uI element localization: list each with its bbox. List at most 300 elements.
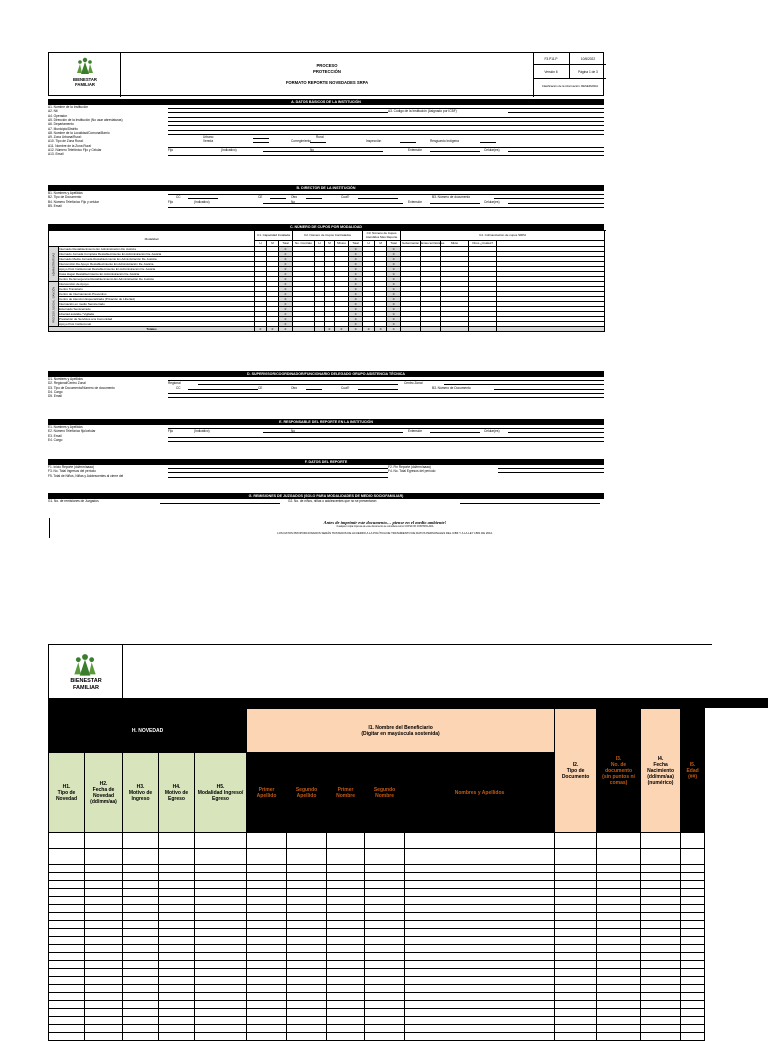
novedad-cell[interactable] [405, 977, 555, 985]
novedad-cell[interactable] [555, 1033, 597, 1041]
novedad-cell[interactable] [49, 953, 85, 961]
novedad-cell[interactable] [641, 905, 681, 913]
novedad-cell[interactable] [641, 881, 681, 889]
novedad-cell[interactable] [85, 993, 123, 1001]
novedad-cell[interactable] [85, 881, 123, 889]
novedad-cell[interactable] [365, 993, 405, 1001]
novedad-cell[interactable] [159, 993, 195, 1001]
novedad-cell[interactable] [159, 977, 195, 985]
novedad-cell[interactable] [287, 865, 327, 873]
novedad-cell[interactable] [641, 921, 681, 929]
novedad-cell[interactable] [681, 1033, 705, 1041]
a-row-field[interactable] [168, 131, 604, 135]
novedad-cell[interactable] [287, 937, 327, 945]
novedad-cell[interactable] [641, 865, 681, 873]
novedad-cell[interactable] [247, 897, 287, 905]
novedad-cell[interactable] [555, 913, 597, 921]
novedad-cell[interactable] [327, 865, 365, 873]
novedad-cell[interactable] [123, 937, 159, 945]
novedad-cell[interactable] [123, 1009, 159, 1017]
novedad-cell[interactable] [681, 913, 705, 921]
novedad-cell[interactable] [365, 1009, 405, 1017]
novedad-cell[interactable] [641, 985, 681, 993]
novedad-cell[interactable] [159, 865, 195, 873]
novedad-cell[interactable] [555, 1017, 597, 1025]
novedad-cell[interactable] [247, 929, 287, 937]
novedad-cell[interactable] [597, 969, 641, 977]
novedad-cell[interactable] [641, 897, 681, 905]
novedad-cell[interactable] [247, 833, 287, 849]
novedad-cell[interactable] [123, 881, 159, 889]
novedad-cell[interactable] [597, 897, 641, 905]
novedad-cell[interactable] [287, 969, 327, 977]
novedad-cell[interactable] [195, 905, 247, 913]
novedad-cell[interactable] [365, 921, 405, 929]
novedad-cell[interactable] [681, 1001, 705, 1009]
novedad-cell[interactable] [365, 849, 405, 865]
novedad-cell[interactable] [287, 889, 327, 897]
b5-field[interactable] [168, 204, 604, 208]
novedad-cell[interactable] [49, 929, 85, 937]
novedad-cell[interactable] [365, 1025, 405, 1033]
novedad-cell[interactable] [405, 945, 555, 953]
novedad-cell[interactable] [555, 937, 597, 945]
novedad-cell[interactable] [287, 1009, 327, 1017]
novedad-cell[interactable] [641, 961, 681, 969]
novedad-cell[interactable] [287, 1001, 327, 1009]
novedad-cell[interactable] [365, 905, 405, 913]
novedad-cell[interactable] [681, 897, 705, 905]
novedad-cell[interactable] [247, 945, 287, 953]
novedad-cell[interactable] [85, 929, 123, 937]
novedad-cell[interactable] [327, 977, 365, 985]
novedad-cell[interactable] [597, 945, 641, 953]
novedad-cell[interactable] [365, 913, 405, 921]
d5-field[interactable] [168, 394, 604, 398]
novedad-cell[interactable] [287, 1025, 327, 1033]
novedad-cell[interactable] [365, 865, 405, 873]
novedad-cell[interactable] [681, 889, 705, 897]
novedad-cell[interactable] [405, 929, 555, 937]
novedad-cell[interactable] [49, 889, 85, 897]
novedad-cell[interactable] [195, 961, 247, 969]
novedad-cell[interactable] [85, 873, 123, 881]
novedad-cell[interactable] [327, 881, 365, 889]
novedad-cell[interactable] [85, 937, 123, 945]
novedad-cell[interactable] [641, 1001, 681, 1009]
novedad-cell[interactable] [159, 1009, 195, 1017]
novedad-cell[interactable] [85, 969, 123, 977]
novedad-cell[interactable] [365, 873, 405, 881]
novedad-cell[interactable] [85, 1009, 123, 1017]
novedad-cell[interactable] [195, 833, 247, 849]
novedad-cell[interactable] [641, 929, 681, 937]
novedad-cell[interactable] [327, 929, 365, 937]
novedad-cell[interactable] [555, 881, 597, 889]
novedad-cell[interactable] [195, 897, 247, 905]
novedad-cell[interactable] [159, 881, 195, 889]
novedad-cell[interactable] [327, 993, 365, 1001]
novedad-cell[interactable] [681, 833, 705, 849]
novedad-cell[interactable] [597, 913, 641, 921]
novedad-cell[interactable] [195, 921, 247, 929]
novedad-cell[interactable] [597, 921, 641, 929]
novedad-cell[interactable] [555, 897, 597, 905]
novedad-cell[interactable] [597, 1017, 641, 1025]
novedad-cell[interactable] [681, 1025, 705, 1033]
novedad-cell[interactable] [405, 889, 555, 897]
novedad-cell[interactable] [327, 913, 365, 921]
novedad-cell[interactable] [641, 1025, 681, 1033]
novedad-cell[interactable] [85, 1017, 123, 1025]
novedad-cell[interactable] [195, 985, 247, 993]
novedad-cell[interactable] [287, 921, 327, 929]
novedad-cell[interactable] [405, 873, 555, 881]
novedad-cell[interactable] [123, 993, 159, 1001]
novedad-cell[interactable] [123, 945, 159, 953]
novedad-cell[interactable] [49, 1033, 85, 1041]
novedad-cell[interactable] [405, 953, 555, 961]
novedad-cell[interactable] [159, 937, 195, 945]
novedad-cell[interactable] [159, 945, 195, 953]
novedad-cell[interactable] [247, 873, 287, 881]
novedad-cell[interactable] [405, 905, 555, 913]
novedad-cell[interactable] [195, 977, 247, 985]
novedad-cell[interactable] [49, 913, 85, 921]
novedad-cell[interactable] [159, 1001, 195, 1009]
novedad-cell[interactable] [287, 1017, 327, 1025]
novedad-cell[interactable] [159, 1025, 195, 1033]
novedad-cell[interactable] [247, 889, 287, 897]
novedad-cell[interactable] [159, 897, 195, 905]
novedad-cell[interactable] [85, 1001, 123, 1009]
novedad-cell[interactable] [365, 985, 405, 993]
novedad-cell[interactable] [365, 929, 405, 937]
novedad-cell[interactable] [641, 833, 681, 849]
novedad-cell[interactable] [641, 913, 681, 921]
novedad-cell[interactable] [681, 985, 705, 993]
email-field[interactable] [168, 152, 604, 156]
novedad-cell[interactable] [681, 873, 705, 881]
novedad-cell[interactable] [287, 977, 327, 985]
novedad-cell[interactable] [365, 945, 405, 953]
novedad-cell[interactable] [327, 1033, 365, 1041]
novedad-cell[interactable] [123, 969, 159, 977]
novedad-cell[interactable] [405, 865, 555, 873]
novedad-cell[interactable] [681, 969, 705, 977]
novedad-cell[interactable] [327, 905, 365, 913]
novedad-cell[interactable] [287, 961, 327, 969]
novedad-cell[interactable] [405, 937, 555, 945]
novedad-cell[interactable] [327, 945, 365, 953]
novedad-cell[interactable] [681, 977, 705, 985]
novedad-cell[interactable] [159, 985, 195, 993]
novedad-cell[interactable] [555, 833, 597, 849]
novedad-cell[interactable] [597, 1001, 641, 1009]
novedad-cell[interactable] [195, 1025, 247, 1033]
novedad-cell[interactable] [681, 945, 705, 953]
novedad-cell[interactable] [85, 953, 123, 961]
novedad-cell[interactable] [247, 865, 287, 873]
novedad-cell[interactable] [555, 953, 597, 961]
novedad-cell[interactable] [85, 961, 123, 969]
novedad-cell[interactable] [681, 905, 705, 913]
novedad-cell[interactable] [247, 1001, 287, 1009]
novedad-cell[interactable] [365, 889, 405, 897]
novedad-cell[interactable] [641, 969, 681, 977]
novedad-cell[interactable] [85, 889, 123, 897]
novedad-cell[interactable] [405, 1025, 555, 1033]
novedad-cell[interactable] [85, 985, 123, 993]
novedad-cell[interactable] [49, 1025, 85, 1033]
novedad-cell[interactable] [85, 1025, 123, 1033]
novedad-cell[interactable] [555, 889, 597, 897]
novedad-cell[interactable] [365, 937, 405, 945]
novedad-cell[interactable] [85, 913, 123, 921]
novedad-cell[interactable] [123, 953, 159, 961]
novedad-cell[interactable] [405, 849, 555, 865]
novedad-cell[interactable] [159, 905, 195, 913]
novedad-cell[interactable] [555, 1009, 597, 1017]
novedad-cell[interactable] [159, 953, 195, 961]
novedad-cell[interactable] [123, 905, 159, 913]
novedad-cell[interactable] [49, 985, 85, 993]
novedad-cell[interactable] [555, 905, 597, 913]
novedad-cell[interactable] [195, 969, 247, 977]
novedad-cell[interactable] [123, 929, 159, 937]
novedad-cell[interactable] [405, 993, 555, 1001]
novedad-cell[interactable] [85, 905, 123, 913]
novedad-cell[interactable] [327, 889, 365, 897]
novedad-cell[interactable] [327, 921, 365, 929]
novedad-cell[interactable] [405, 1033, 555, 1041]
novedad-cell[interactable] [555, 873, 597, 881]
novedad-cell[interactable] [405, 833, 555, 849]
novedad-cell[interactable] [555, 865, 597, 873]
novedad-cell[interactable] [195, 993, 247, 1001]
novedad-cell[interactable] [159, 961, 195, 969]
novedad-cell[interactable] [195, 945, 247, 953]
novedad-cell[interactable] [159, 833, 195, 849]
novedad-cell[interactable] [247, 921, 287, 929]
novedad-cell[interactable] [597, 937, 641, 945]
novedad-cell[interactable] [159, 913, 195, 921]
novedad-cell[interactable] [85, 833, 123, 849]
novedad-cell[interactable] [247, 993, 287, 1001]
novedad-cell[interactable] [195, 865, 247, 873]
novedad-cell[interactable] [123, 1001, 159, 1009]
novedad-cell[interactable] [641, 873, 681, 881]
novedad-cell[interactable] [49, 881, 85, 889]
novedad-cell[interactable] [555, 985, 597, 993]
novedad-cell[interactable] [365, 1033, 405, 1041]
novedad-cell[interactable] [327, 969, 365, 977]
novedad-cell[interactable] [405, 881, 555, 889]
novedad-cell[interactable] [555, 945, 597, 953]
novedad-cell[interactable] [681, 1009, 705, 1017]
novedad-cell[interactable] [195, 889, 247, 897]
novedad-cell[interactable] [49, 937, 85, 945]
novedad-cell[interactable] [287, 881, 327, 889]
novedad-cell[interactable] [85, 897, 123, 905]
novedad-cell[interactable] [405, 969, 555, 977]
novedad-cell[interactable] [681, 961, 705, 969]
novedad-cell[interactable] [287, 833, 327, 849]
novedad-cell[interactable] [247, 977, 287, 985]
novedad-cell[interactable] [49, 873, 85, 881]
novedad-cell[interactable] [247, 849, 287, 865]
novedad-cell[interactable] [195, 1001, 247, 1009]
novedad-cell[interactable] [327, 833, 365, 849]
novedad-cell[interactable] [681, 921, 705, 929]
novedad-cell[interactable] [123, 865, 159, 873]
novedad-cell[interactable] [365, 897, 405, 905]
novedad-cell[interactable] [287, 929, 327, 937]
novedad-cell[interactable] [597, 905, 641, 913]
novedad-cell[interactable] [597, 1009, 641, 1017]
novedad-cell[interactable] [49, 1009, 85, 1017]
novedad-cell[interactable] [247, 913, 287, 921]
novedad-cell[interactable] [327, 1009, 365, 1017]
novedad-cell[interactable] [287, 993, 327, 1001]
novedad-cell[interactable] [159, 921, 195, 929]
novedad-cell[interactable] [555, 929, 597, 937]
g1-field[interactable] [160, 499, 280, 504]
novedad-cell[interactable] [123, 1017, 159, 1025]
novedad-cell[interactable] [597, 849, 641, 865]
novedad-cell[interactable] [405, 913, 555, 921]
novedad-cell[interactable] [85, 1033, 123, 1041]
novedad-cell[interactable] [287, 849, 327, 865]
novedad-cell[interactable] [327, 961, 365, 969]
novedad-cell[interactable] [555, 849, 597, 865]
novedad-cell[interactable] [49, 833, 85, 849]
novedad-cell[interactable] [195, 881, 247, 889]
novedad-cell[interactable] [555, 977, 597, 985]
novedad-cell[interactable] [641, 849, 681, 865]
novedad-cell[interactable] [49, 921, 85, 929]
novedad-cell[interactable] [681, 849, 705, 865]
novedad-cell[interactable] [247, 1033, 287, 1041]
novedad-cell[interactable] [123, 849, 159, 865]
novedad-cell[interactable] [247, 985, 287, 993]
novedad-cell[interactable] [247, 961, 287, 969]
novedad-cell[interactable] [287, 873, 327, 881]
novedad-cell[interactable] [555, 1025, 597, 1033]
novedad-cell[interactable] [405, 961, 555, 969]
novedad-cell[interactable] [641, 977, 681, 985]
novedad-cell[interactable] [287, 953, 327, 961]
novedad-cell[interactable] [123, 833, 159, 849]
novedad-cell[interactable] [555, 921, 597, 929]
novedad-cell[interactable] [49, 849, 85, 865]
novedad-cell[interactable] [85, 977, 123, 985]
novedad-cell[interactable] [641, 1009, 681, 1017]
novedad-cell[interactable] [159, 873, 195, 881]
novedad-cell[interactable] [365, 969, 405, 977]
novedad-cell[interactable] [555, 961, 597, 969]
novedad-cell[interactable] [247, 969, 287, 977]
novedad-cell[interactable] [287, 985, 327, 993]
novedad-cell[interactable] [597, 873, 641, 881]
novedad-cell[interactable] [681, 1017, 705, 1025]
novedad-cell[interactable] [287, 905, 327, 913]
novedad-cell[interactable] [123, 985, 159, 993]
novedad-cell[interactable] [405, 921, 555, 929]
novedad-cell[interactable] [641, 1017, 681, 1025]
novedad-cell[interactable] [405, 1009, 555, 1017]
novedad-cell[interactable] [159, 929, 195, 937]
novedad-cell[interactable] [327, 1001, 365, 1009]
novedad-cell[interactable] [123, 913, 159, 921]
g2-field[interactable] [460, 499, 600, 504]
novedad-cell[interactable] [49, 945, 85, 953]
novedad-cell[interactable] [195, 1017, 247, 1025]
novedad-cell[interactable] [681, 929, 705, 937]
novedad-cell[interactable] [247, 1017, 287, 1025]
novedad-cell[interactable] [247, 905, 287, 913]
novedad-cell[interactable] [287, 897, 327, 905]
f-row-field[interactable] [168, 474, 388, 478]
novedad-cell[interactable] [641, 1033, 681, 1041]
novedad-cell[interactable] [159, 1017, 195, 1025]
novedad-cell[interactable] [597, 1033, 641, 1041]
novedad-cell[interactable] [327, 953, 365, 961]
novedad-cell[interactable] [159, 889, 195, 897]
novedad-cell[interactable] [195, 849, 247, 865]
novedad-cell[interactable] [195, 937, 247, 945]
novedad-cell[interactable] [123, 921, 159, 929]
novedad-cell[interactable] [365, 1017, 405, 1025]
novedad-cell[interactable] [365, 961, 405, 969]
novedad-cell[interactable] [365, 1001, 405, 1009]
novedad-cell[interactable] [681, 937, 705, 945]
novedad-cell[interactable] [123, 1033, 159, 1041]
novedad-cell[interactable] [365, 833, 405, 849]
novedad-cell[interactable] [327, 873, 365, 881]
novedad-cell[interactable] [597, 977, 641, 985]
novedad-cell[interactable] [405, 1017, 555, 1025]
novedad-cell[interactable] [287, 913, 327, 921]
novedad-cell[interactable] [597, 865, 641, 873]
novedad-cell[interactable] [247, 881, 287, 889]
novedad-cell[interactable] [405, 1001, 555, 1009]
novedad-cell[interactable] [123, 977, 159, 985]
novedad-cell[interactable] [597, 881, 641, 889]
novedad-cell[interactable] [159, 1033, 195, 1041]
novedad-cell[interactable] [597, 833, 641, 849]
novedad-cell[interactable] [681, 993, 705, 1001]
novedad-cell[interactable] [681, 865, 705, 873]
novedad-cell[interactable] [49, 1017, 85, 1025]
novedad-cell[interactable] [365, 881, 405, 889]
novedad-cell[interactable] [641, 953, 681, 961]
novedad-cell[interactable] [159, 849, 195, 865]
novedad-cell[interactable] [49, 1001, 85, 1009]
novedad-cell[interactable] [641, 937, 681, 945]
novedad-cell[interactable] [597, 889, 641, 897]
novedad-cell[interactable] [555, 1001, 597, 1009]
e4-field[interactable] [168, 438, 604, 442]
novedad-cell[interactable] [49, 961, 85, 969]
novedad-cell[interactable] [123, 1025, 159, 1033]
novedad-cell[interactable] [327, 849, 365, 865]
novedad-cell[interactable] [195, 929, 247, 937]
f4-field[interactable] [498, 469, 604, 473]
novedad-cell[interactable] [597, 953, 641, 961]
novedad-cell[interactable] [247, 953, 287, 961]
novedad-cell[interactable] [287, 1033, 327, 1041]
